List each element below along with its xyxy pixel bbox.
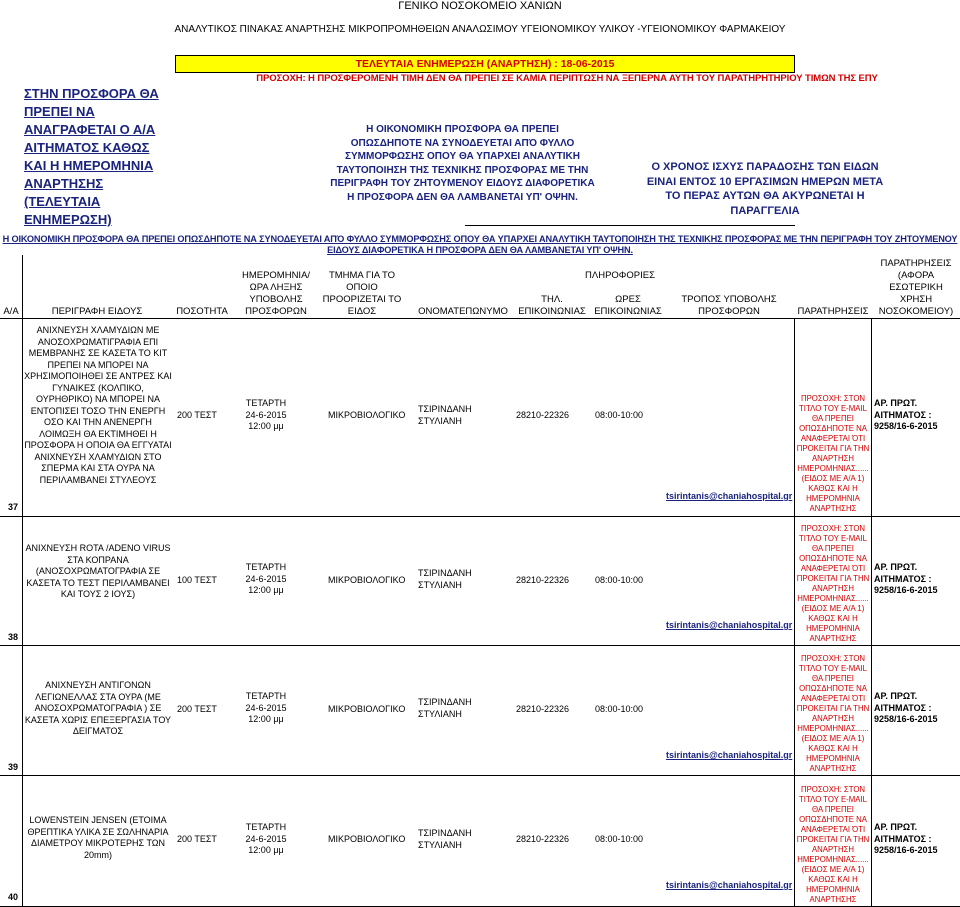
department: ΜΙΚΡΟΒΙΟΛΟΓΙΚΟ	[328, 575, 406, 585]
col-quantity: ΠΟΣΟΤΗΤΑ	[176, 306, 228, 317]
col-submission: ΤΡΟΠΟΣ ΥΠΟΒΟΛΗΣ ΠΡΟΣΦΟΡΩΝ	[681, 294, 777, 317]
row-divider	[0, 645, 960, 646]
contact-phone: 28210-22326	[516, 575, 570, 585]
row-divider	[0, 775, 960, 776]
col-info-group: ΠΛΗΡΟΦΟΡΙΕΣ	[585, 270, 655, 281]
col-hours: ΩΡΕΣ ΕΠΙΚΟΙΝΩΝΙΑΣ	[594, 294, 662, 317]
header-bottom-line	[0, 318, 960, 319]
col-aa: Α/Α	[3, 306, 19, 317]
request-protocol-number: ΑΡ. ΠΡΩΤ. ΑΙΤΗΜΑΤΟΣ : 9258/16-6-2015	[874, 398, 938, 431]
last-update-banner: ΤΕΛΕΥΤΑΙΑ ΕΝΗΜΕΡΩΣΗ (ΑΝΑΡΤΗΣΗ) : 18-06-2015	[175, 55, 795, 73]
request-protocol-number: ΑΡ. ΠΡΩΤ. ΑΙΤΗΜΑΤΟΣ : 9258/16-6-2015	[874, 562, 938, 595]
contact-name: ΤΣΙΡΙΝΔΑΝΗ ΣΤΥΛΙΑΝΗ	[418, 828, 472, 850]
item-description: ΑΝΙΧΝΕΥΣΗ ΧΛΑΜΥΔΙΩΝ ΜΕ ΑΝΟΣΟΧΡΩΜΑΤΙΓΡΑΦΙΑ ΕΠΙ ΜΕΜΒΡΑΝΗΣ ΣΕ ΚΑΣΕΤΑ ΤΟ ΚΙΤ ΠΡΕΠΕΙ ΝΑ ΜΠΟΡΕΙ ΝΑ ΧΡΗΣΙΜΟΠΟΙΗΘΕΙ ΣΕ ΑΝΤΡΕΣ ΚΑΙ ΓΥΝΑΙΚΕΣ (ΚΟΛΠΙΚΟ, ΟΥΡΗΘΡΙΚΟ) ΝΑ ΜΠΟΡΕΙ ΝΑ ΕΝΤΟΠΙΣΕΙ ΤΟΣΟ ΤΗΝ ΕΝΕΡΓΗ ΟΣΟ ΚΑΙ ΤΗΝ ΑΝΕΝΕΡΓΗ ΛΟΙΜΩΞΗ ΘΑ ΕΚΤΙΜΗΘΕΙ Η ΠΡΟΣΦΟΡΑ Η ΟΠΟΙΑ ΘΑ ΕΓΓΥΑΤΑΙ ΑΝΙΧΝΕΥΣΗ ΧΛΑΜΥΔΙΩΝ ΣΤΟ ΣΠΕΡΜΑ ΚΑΙ ΣΤΑ ΟΥΡΑ ΝΑ ΠΕΡΙΛΑΜΒΑΝΕΙ ΣΤΥΛΕΟΥΣ	[24, 325, 172, 485]
deadline-day: ΤΕΤΑΡΤΗ	[245, 691, 287, 701]
col-phone: ΤΗΛ. ΕΠΙΚΟΙΝΩΝΙΑΣ	[518, 294, 586, 317]
item-description: ΑΝΙΧΝΕΥΣΗ ΑΝΤΙΓΟΝΩΝ ΛΕΓΙΩΝΕΛΛΑΣ ΣΤΑ ΟΥΡΑ (ΜΕ ΑΝΟΣΟΧΡΩΜΑΤΟΓΡΑΦΙΑ ) ΣΕ ΚΑΣΕΤΑ ΧΩΡΙΣ ΕΠΕΞΕΡΓΑΣΙΑ ΤΟΥ ΔΕΙΓΜΑΤΟΣ	[24, 680, 172, 736]
deadline	[236, 398, 296, 433]
department: ΜΙΚΡΟΒΙΟΛΟΓΙΚΟ	[328, 410, 406, 420]
contact-phone: 28210-22326	[516, 410, 570, 420]
deadline-date: 24-6-2015	[245, 409, 287, 420]
submission-email[interactable]: tsirintanis@chaniahospital.gr	[666, 750, 793, 760]
col-remarks-internal: ΠΑΡΑΤΗΡΗΣΕΙΣ (ΑΦΟΡΑ ΕΣΩΤΕΡΙΚΗ ΧΡΗΣΗ ΝΟΣΟΚΟΜΕΙΟΥ)	[878, 258, 954, 317]
contact-hours: 08:00-10:00	[595, 575, 644, 585]
price-warning: ΠΡΟΣΟΧΗ: Η ΠΡΟΣΦΕΡΟΜΕΝΗ ΤΙΜΗ ΔΕΝ ΘΑ ΠΡΕΠΕΙ ΣΕ ΚΑΜΙΑ ΠΕΡΙΠΤΩΣΗ ΝΑ ΞΕΠΕΡΝΑ ΑΥΤΗ ΤΟΥ ΠΑΡΑΤΗΡΗΤΗΡΙΟΥ ΤΙΜΩΝ ΤΗΣ ΕΠΥ	[256, 73, 878, 84]
item-quantity: 200 ΤΕΣΤ	[177, 410, 217, 420]
contact-phone: 28210-22326	[516, 704, 570, 714]
deadline-time: 12:00 μμ	[248, 714, 284, 724]
hospital-name: ΓΕΝΙΚΟ ΝΟΣΟΚΟΜΕΙΟ ΧΑΝΙΩΝ	[398, 0, 562, 12]
deadline-time: 12:00 μμ	[248, 845, 284, 855]
email-subject-warning: ΠΡΟΣΟΧΗ: ΣΤΟΝ ΤΙΤΛΟ ΤΟΥ E-MAIL ΘΑ ΠΡΕΠΕΙ ΟΠΩΣΔΗΠΟΤΕ ΝΑ ΑΝΑΦΕΡΕΤΑΙ ΌΤΙ ΠΡΟΚΕΙΤΑΙ ΓΙΑ ΤΗΝ ΑΝΑΡΤΗΣΗ ΗΜΕΡΟΜΗΝΙΑΣ...... (ΕΙΔΟΣ ΜΕ Α/Α 1) ΚΑΘΩΣ ΚΑΙ Η ΗΜΕΡΟΜΗΝΙΑ ΑΝΑΡΤΗΣΗΣ	[796, 785, 870, 904]
submission-email[interactable]: tsirintanis@chaniahospital.gr	[666, 491, 793, 501]
deadline-time: 12:00 μμ	[248, 585, 284, 595]
deadline-day: ΤΕΤΑΡΤΗ	[245, 822, 287, 832]
row-number: 40	[8, 892, 19, 902]
request-protocol-number: ΑΡ. ΠΡΩΤ. ΑΙΤΗΜΑΤΟΣ : 9258/16-6-2015	[874, 822, 938, 855]
contact-hours: 08:00-10:00	[595, 834, 644, 844]
column-divider	[794, 318, 795, 906]
contact-phone: 28210-22326	[516, 834, 570, 844]
deadline	[236, 562, 296, 597]
contact-name: ΤΣΙΡΙΝΔΑΝΗ ΣΤΥΛΙΑΝΗ	[418, 404, 472, 426]
email-subject-warning: ΠΡΟΣΟΧΗ: ΣΤΟΝ ΤΙΤΛΟ ΤΟΥ E-MAIL ΘΑ ΠΡΕΠΕΙ ΟΠΩΣΔΗΠΟΤΕ ΝΑ ΑΝΑΦΕΡΕΤΑΙ ΌΤΙ ΠΡΟΚΕΙΤΑΙ ΓΙΑ ΤΗΝ ΑΝΑΡΤΗΣΗ ΗΜΕΡΟΜΗΝΙΑΣ...... (ΕΙΔΟΣ ΜΕ Α/Α 1) ΚΑΘΩΣ ΚΑΙ Η ΗΜΕΡΟΜΗΝΙΑ ΑΝΑΡΤΗΣΗΣ	[796, 394, 870, 513]
email-subject-warning: ΠΡΟΣΟΧΗ: ΣΤΟΝ ΤΙΤΛΟ ΤΟΥ E-MAIL ΘΑ ΠΡΕΠΕΙ ΟΠΩΣΔΗΠΟΤΕ ΝΑ ΑΝΑΦΕΡΕΤΑΙ ΌΤΙ ΠΡΟΚΕΙΤΑΙ ΓΙΑ ΤΗΝ ΑΝΑΡΤΗΣΗ ΗΜΕΡΟΜΗΝΙΑΣ...... (ΕΙΔΟΣ ΜΕ Α/Α 1) ΚΑΘΩΣ ΚΑΙ Η ΗΜΕΡΟΜΗΝΙΑ ΑΝΑΡΤΗΣΗΣ	[796, 524, 870, 643]
contact-name: ΤΣΙΡΙΝΔΑΝΗ ΣΤΥΛΙΑΝΗ	[418, 568, 472, 590]
deadline	[236, 691, 296, 726]
deadline-day: ΤΕΤΑΡΤΗ	[245, 562, 287, 572]
column-divider	[871, 318, 872, 906]
row-divider	[0, 516, 960, 517]
contact-hours: 08:00-10:00	[595, 704, 644, 714]
item-quantity: 200 ΤΕΣΤ	[177, 704, 217, 714]
item-quantity: 100 ΤΕΣΤ	[177, 575, 217, 585]
column-divider	[22, 255, 23, 906]
col-deadline: ΗΜΕΡΟΜΗΝΙΑ/ ΩΡΑ ΛΗΞΗΣ ΥΠΟΒΟΛΗΣ ΠΡΟΣΦΟΡΩΝ	[241, 270, 311, 317]
request-protocol-number: ΑΡ. ΠΡΩΤ. ΑΙΤΗΜΑΤΟΣ : 9258/16-6-2015	[874, 691, 938, 724]
compliance-note-full: Η ΟΙΚΟΝΟΜΙΚΗ ΠΡΟΣΦΟΡΑ ΘΑ ΠΡΕΠΕΙ ΟΠΩΣΔΗΠΟΤΕ ΝΑ ΣΥΝΟΔΕΥΕΤΑΙ ΑΠΌ ΦΥΛΛΟ ΣΥΜΜΟΡΦΩΣΗΣ ΟΠΟΥ ΘΑ ΥΠΑΡΧΕΙ ΑΝΑΛΥΤΙΚΗ ΤΑΥΤΟΠΟΙΗΣΗ ΤΗΣ ΤΕΧΝΙΚΗΣ ΠΡΟΣΦΟΡΑΣ ΜΕ ΤΗΝ ΠΕΡΙΓΡΑΦΗ ΤΟΥ ΖΗΤΟΥΜΕΝΟΥ ΕΙΔΟΥΣ ΔΙΑΦΟΡΕΤΙΚΑ Η ΠΡΟΣΦΟΡΑ ΔΕΝ ΘΑ ΛΑΜΒΑΝΕΤΑΙ ΥΠ' ΟΨΗΝ.	[2, 234, 958, 255]
offer-reference-note: ΣΤΗΝ ΠΡΟΣΦΟΡΑ ΘΑ ΠΡΕΠΕΙ ΝΑ ΑΝΑΓΡΑΦΕΤΑΙ Ο Α/Α ΑΙΤΗΜΑΤΟΣ ΚΑΘΩΣ ΚΑΙ Η ΗΜΕΡΟΜΗΝΙΑ ΑΝΑΡΤΗΣΗΣ (ΤΕΛΕΥΤΑΙΑ ΕΝΗΜΕΡΩΣΗ)	[24, 86, 159, 227]
deadline-time: 12:00 μμ	[248, 421, 284, 431]
deadline-date: 24-6-2015	[245, 833, 287, 844]
deadline	[236, 822, 296, 857]
row-number: 37	[8, 502, 19, 512]
row-number: 39	[8, 762, 19, 772]
item-quantity: 200 ΤΕΣΤ	[177, 834, 217, 844]
deadline-date: 24-6-2015	[245, 702, 287, 713]
contact-hours: 08:00-10:00	[595, 410, 644, 420]
email-subject-warning: ΠΡΟΣΟΧΗ: ΣΤΟΝ ΤΙΤΛΟ ΤΟΥ E-MAIL ΘΑ ΠΡΕΠΕΙ ΟΠΩΣΔΗΠΟΤΕ ΝΑ ΑΝΑΦΕΡΕΤΑΙ ΌΤΙ ΠΡΟΚΕΙΤΑΙ ΓΙΑ ΤΗΝ ΑΝΑΡΤΗΣΗ ΗΜΕΡΟΜΗΝΙΑΣ...... (ΕΙΔΟΣ ΜΕ Α/Α 1) ΚΑΘΩΣ ΚΑΙ Η ΗΜΕΡΟΜΗΝΙΑ ΑΝΑΡΤΗΣΗΣ	[796, 654, 870, 773]
item-description: ΑΝΙΧΝΕΥΣΗ ROTA /ADENO VIRUS ΣΤΑ ΚΟΠΡΑΝΑ (ΑΝΟΣΟΧΡΩΜΑΤΟΓΡΑΦΙΑ ΣΕ ΚΑΣΕΤΑ ΤΟ ΤΕΣΤ ΠΕΡΙΛΑΜΒΑΝΕΙ ΚΑΙ ΤΟΥΣ 2 ΙΟΥΣ)	[25, 543, 171, 599]
contact-name: ΤΣΙΡΙΝΔΑΝΗ ΣΤΥΛΙΑΝΗ	[418, 697, 472, 719]
delivery-time-note: Ο ΧΡΟΝΟΣ ΙΣΧΥΣ ΠΑΡΑΔΟΣΗΣ ΤΩΝ ΕΙΔΩΝ ΕΙΝΑΙ ΕΝΤΟΣ 10 ΕΡΓΑΣΙΜΩΝ ΗΜΕΡΩΝ ΜΕΤΑ ΤΟ ΠΕΡΑΣ ΑΥΤΩΝ ΘΑ ΑΚΥΡΩΝΕΤΑΙ Η ΠΑΡΑΓΓΕΛΙΑ	[646, 161, 884, 217]
submission-email[interactable]: tsirintanis@chaniahospital.gr	[666, 620, 793, 630]
compliance-note: Η ΟΙΚΟΝΟΜΙΚΗ ΠΡΟΣΦΟΡΑ ΘΑ ΠΡΕΠΕΙ ΟΠΩΣΔΗΠΟΤΕ ΝΑ ΣΥΝΟΔΕΥΕΤΑΙ ΑΠΌ ΦΥΛΛΟ ΣΥΜΜΟΡΦΩΣΗΣ ΟΠΟΥ ΘΑ ΥΠΑΡΧΕΙ ΑΝΑΛΥΤΙΚΗ ΤΑΥΤΟΠΟΙΗΣΗ ΤΗΣ ΤΕΧΝΙΚΗΣ ΠΡΟΣΦΟΡΑΣ ΜΕ ΤΗΝ ΠΕΡΙΓΡΑΦΗ ΤΟΥ ΖΗΤΟΥΜΕΝΟΥ ΕΙΔΟΥΣ ΔΙΑΦΟΡΕΤΙΚΑ Η ΠΡΟΣΦΟΡΑ ΔΕΝ ΘΑ ΛΑΜΒΑΝΕΤΑΙ ΥΠ' ΟΨΗΝ.	[330, 124, 595, 203]
table-title: ΑΝΑΛΥΤΙΚΟΣ ΠΙΝΑΚΑΣ ΑΝΑΡΤΗΣΗΣ ΜΙΚΡΟΠΡΟΜΗΘΕΙΩΝ ΑΝΑΛΩΣΙΜΟΥ ΥΓΕΙΟΝΟΜΙΚΟΥ ΥΛΙΚΟΥ -ΥΓΕΙΟΝΟΜΙΚΟΥ ΦΑΡΜΑΚΕΙΟΥ	[174, 24, 786, 35]
deadline-day: ΤΕΤΑΡΤΗ	[245, 398, 287, 408]
col-remarks: ΠΑΡΑΤΗΡΗΣΕΙΣ	[797, 306, 869, 317]
col-description: ΠΕΡΙΓΡΑΦΗ ΕΙΔΟΥΣ	[51, 306, 143, 317]
col-department: ΤΜΗΜΑ ΓΙΑ ΤΟ ΟΠΟΙΟ ΠΡΟΟΡΙΖΕΤΑΙ ΤΟ ΕΙΔΟΣ	[322, 270, 402, 317]
submission-email[interactable]: tsirintanis@chaniahospital.gr	[666, 880, 793, 890]
row-number: 38	[8, 632, 19, 642]
item-description: LOWENSTEIN JENSEN (ΕΤΟΙΜΑ ΘΡΕΠΤΙΚΑ ΥΛΙΚΑ ΣΕ ΣΩΛΗΝΑΡΙΑ ΔΙΑΜΕΤΡΟΥ ΜΙΚΡΟΤΕΡΗΣ ΤΩΝ 20mm)	[27, 815, 169, 860]
department: ΜΙΚΡΟΒΙΟΛΟΓΙΚΟ	[328, 704, 406, 714]
deadline-date: 24-6-2015	[245, 573, 287, 584]
divider-line	[465, 225, 795, 226]
col-name: ΟΝΟΜΑΤΕΠΩΝΥΜΟ	[418, 306, 508, 317]
department: ΜΙΚΡΟΒΙΟΛΟΓΙΚΟ	[328, 834, 406, 844]
